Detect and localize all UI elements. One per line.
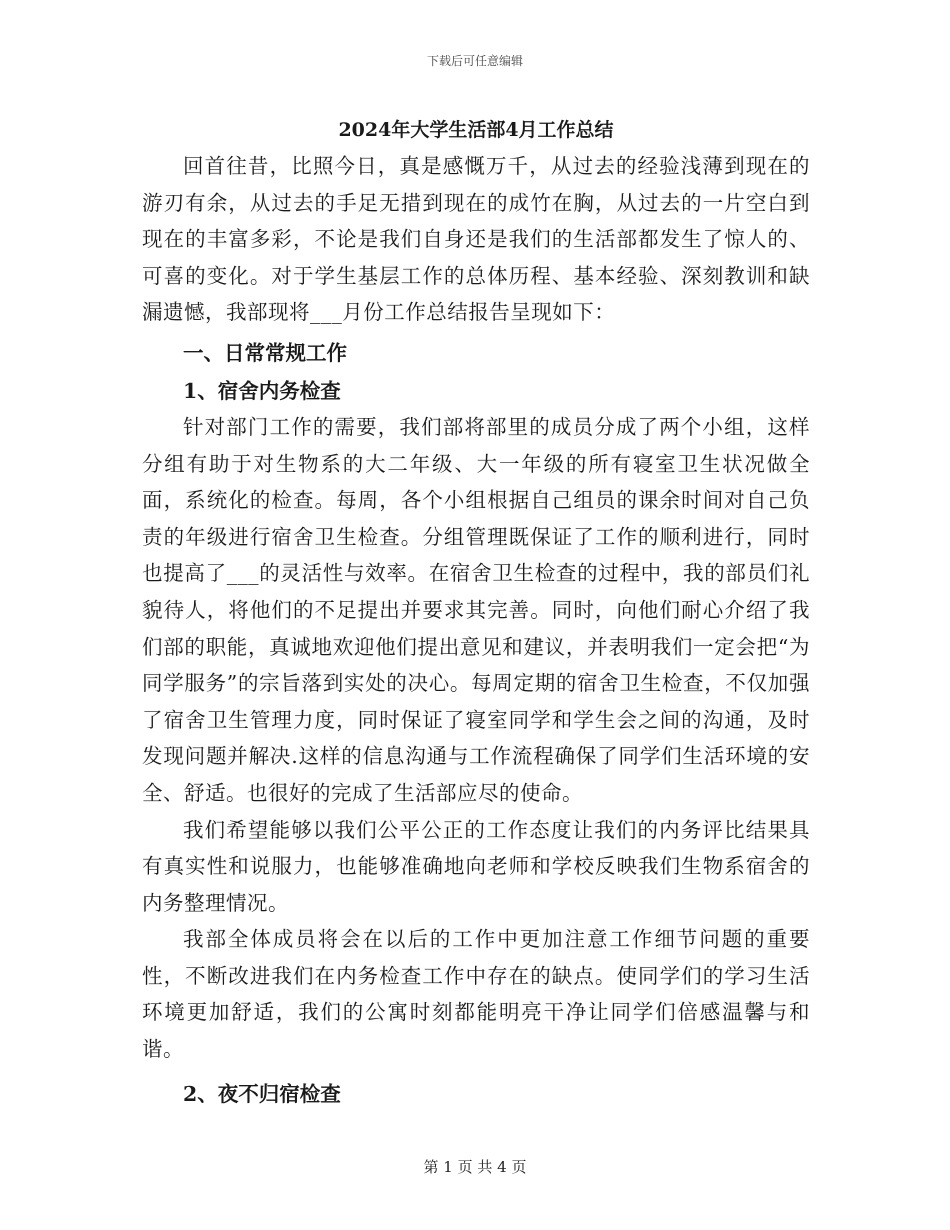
intro-paragraph: 回首往昔，比照今日，真是感慨万千，从过去的经验浅薄到现在的游刃有余，从过去的手足无措到现在的成竹在胸，从过去的一片空白到现在的丰富多彩，不论是我们自身还是我们的生活部都发生了惊人的、可喜的变化。对于学生基层工作的总体历程、基本经验、深刻教训和缺漏遗憾，我部现将___月份工作总结报告呈现如下： xyxy=(142,154,810,325)
section-heading-daily-work: 一、日常常规工作 xyxy=(183,340,347,365)
page-header: 下载后可任意编辑 xyxy=(426,54,523,68)
document-body xyxy=(142,112,810,1112)
subsection-heading-dorm-inspection: 1、宿舍内务检查 xyxy=(183,378,341,403)
subsection-heading-night-check: 2、夜不归宿检查 xyxy=(183,1081,341,1106)
body-paragraph: 针对部门工作的需要，我们部将部里的成员分成了两个小组，这样分组有助于对生物系的大二年级、大一年级的所有寝室卫生状况做全面，系统化的检查。每周，各个小组根据自己组员的课余时间对自己负责的年级进行宿舍卫生检查。分组管理既保证了工作的顺利进行，同时也提高了___的灵活性与效率。在宿舍卫生检查的过程中，我的部员们礼貌待人，将他们的不足提出并要求其完善。同时，向他们耐心介绍了我们部的职能，真诚地欢迎他们提出意见和建议，并表明我们一定会把“为同学服务”的宗旨落到实处的决心。每周定期的宿舍卫生检查，不仅加强了宿舍卫生管理力度，同时保证了寝室同学和学生会之间的沟通，及时发现问题并解决.这样的信息沟通与工作流程确保了同学们生活环境的安全、舒适。也很好的完成了生活部应尽的使命。 xyxy=(142,414,810,805)
document-title: 2024年大学生活部4月工作总结 xyxy=(338,119,614,141)
page-number: 第 1 页 共 4 页 xyxy=(423,1158,527,1176)
body-paragraph: 我部全体成员将会在以后的工作中更加注意工作细节问题的重要性，不断改进我们在内务检查工作中存在的缺点。使同学们的学习生活环境更加舒适，我们的公寓时刻都能明亮干净让同学们倍感温馨与和谐。 xyxy=(142,927,810,1062)
body-paragraph: 我们希望能够以我们公平公正的工作态度让我们的内务评比结果具有真实性和说服力，也能够准确地向老师和学校反映我们生物系宿舍的内务整理情况。 xyxy=(142,817,810,915)
